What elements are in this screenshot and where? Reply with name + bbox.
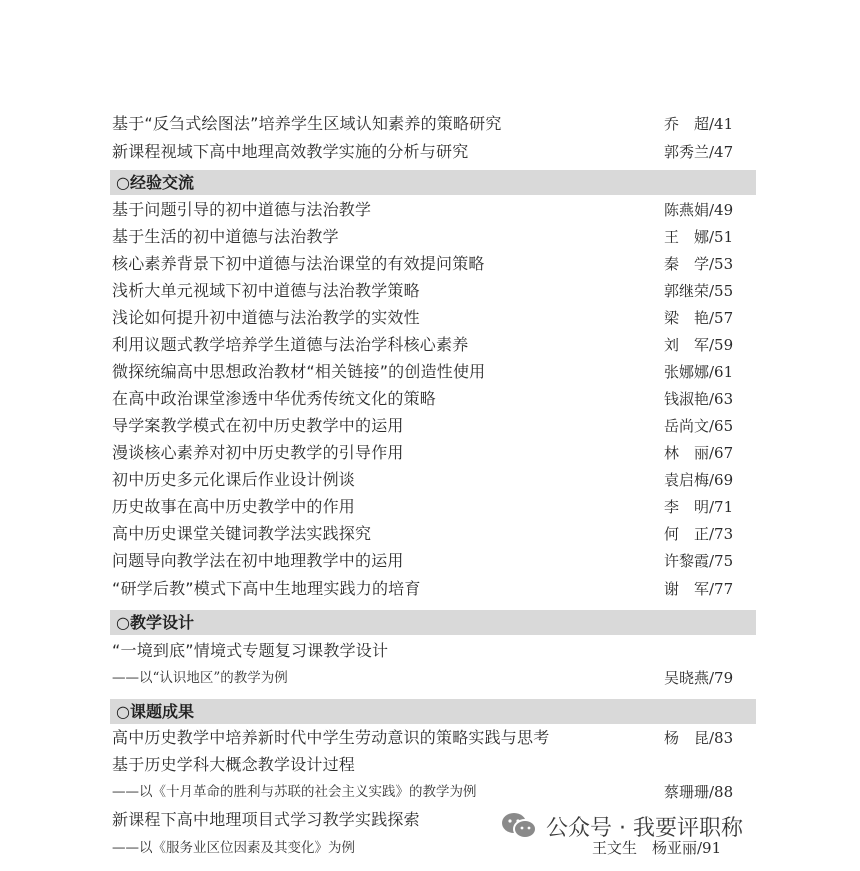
entry-author-page: 林 丽/67 <box>664 444 734 462</box>
entry-author-page: 梁 艳/57 <box>664 309 734 327</box>
entry-author-page: 刘 军/59 <box>664 336 734 354</box>
entry-author-page: 乔 超/41 <box>664 115 734 133</box>
entry-title: 新课程视域下高中地理高效教学实施的分析与研究 <box>112 142 469 161</box>
entry-subtitle: ——以《十月革命的胜利与苏联的社会主义实践》的教学为例 <box>112 784 477 800</box>
toc-entry <box>112 252 756 276</box>
section-header-teaching-design <box>110 610 756 635</box>
toc-entry <box>112 198 756 222</box>
toc-entry <box>112 639 756 663</box>
entry-title: 历史故事在高中历史教学中的作用 <box>112 497 356 516</box>
entry-title: 基于生活的初中道德与法治教学 <box>112 227 339 246</box>
toc-entry <box>112 549 756 573</box>
entry-author-page: 王 娜/51 <box>664 228 734 246</box>
section-label: ○课题成果 <box>116 702 194 721</box>
entry-author-page: 谢 军/77 <box>664 580 734 598</box>
watermark <box>500 808 743 844</box>
toc-entry-subtitle <box>112 666 756 690</box>
entry-author-page: 陈燕娟/49 <box>664 201 734 219</box>
toc-entry <box>112 753 756 777</box>
entry-title: 导学案教学模式在初中历史教学中的运用 <box>112 416 404 435</box>
entry-author-page: 张娜娜/61 <box>664 363 734 381</box>
toc-entry <box>112 306 756 330</box>
wechat-icon <box>500 811 538 841</box>
entry-title: 基于“反刍式绘图法”培养学生区域认知素养的策略研究 <box>112 114 502 133</box>
section-header-research-results <box>110 699 756 724</box>
entry-title: 在高中政治课堂渗透中华优秀传统文化的策略 <box>112 389 437 408</box>
toc-entry <box>112 279 756 303</box>
toc-entry <box>112 495 756 519</box>
toc-entry <box>112 468 756 492</box>
entry-author-page: 郭继荣/55 <box>664 282 734 300</box>
entry-title: 核心素养背景下初中道德与法治课堂的有效提问策略 <box>112 254 485 273</box>
toc-entry <box>112 441 756 465</box>
entry-author-page: 郭秀兰/47 <box>664 143 734 161</box>
toc-entry-subtitle <box>112 780 756 804</box>
entry-title: 基于历史学科大概念教学设计过程 <box>112 755 356 774</box>
toc-entry <box>112 577 756 601</box>
watermark-text: 公众号 · 我要评职称 <box>546 815 743 841</box>
entry-title: 漫谈核心素养对初中历史教学的引导作用 <box>112 443 404 462</box>
entry-title: 新课程下高中地理项目式学习教学实践探索 <box>112 810 420 829</box>
entry-author-page: 吴晓燕/79 <box>664 669 734 687</box>
toc-entry <box>112 225 756 249</box>
entry-title: 浅析大单元视域下初中道德与法治教学策略 <box>112 281 420 300</box>
section-label: ○经验交流 <box>116 173 194 192</box>
entry-author-page: 蔡珊珊/88 <box>664 783 734 801</box>
toc-entry <box>112 522 756 546</box>
entry-title: 微探统编高中思想政治教材“相关链接”的创造性使用 <box>112 362 486 381</box>
entry-author-page: 许黎霞/75 <box>664 552 734 570</box>
entry-title: 浅论如何提升初中道德与法治教学的实效性 <box>112 308 420 327</box>
entry-subtitle: ——以《服务业区位因素及其变化》为例 <box>112 840 355 856</box>
entry-title: 基于问题引导的初中道德与法治教学 <box>112 200 372 219</box>
entry-author-page: 钱淑艳/63 <box>664 390 734 408</box>
section-label: ○教学设计 <box>116 613 194 632</box>
entry-author-page: 袁启梅/69 <box>664 471 734 489</box>
entry-title: 高中历史教学中培养新时代中学生劳动意识的策略实践与思考 <box>112 728 550 747</box>
entry-title: 问题导向教学法在初中地理教学中的运用 <box>112 551 404 570</box>
entry-title: “一境到底”情境式专题复习课教学设计 <box>112 641 389 660</box>
entry-title: 高中历史课堂关键词教学法实践探究 <box>112 524 372 543</box>
entry-title: 利用议题式教学培养学生道德与法治学科核心素养 <box>112 335 469 354</box>
toc-entry <box>112 387 756 411</box>
entry-author-page: 李 明/71 <box>664 498 734 516</box>
toc-entry <box>112 140 756 164</box>
section-header-experience <box>110 170 756 195</box>
entry-title: 初中历史多元化课后作业设计例谈 <box>112 470 356 489</box>
entry-author-page: 何 正/73 <box>664 525 734 543</box>
entry-title: “研学后教”模式下高中生地理实践力的培育 <box>112 579 421 598</box>
entry-author-page: 秦 学/53 <box>664 255 734 273</box>
toc-entry <box>112 333 756 357</box>
entry-author-page: 杨 昆/83 <box>664 729 734 747</box>
toc-entry <box>112 726 756 750</box>
toc-entry <box>112 360 756 384</box>
toc-entry <box>112 112 756 136</box>
entry-subtitle: ——以“认识地区”的教学为例 <box>112 670 288 686</box>
entry-author-page: 王文生 杨亚丽/91 <box>592 839 722 857</box>
toc-entry <box>112 414 756 438</box>
entry-author-page: 岳尚文/65 <box>664 417 734 435</box>
